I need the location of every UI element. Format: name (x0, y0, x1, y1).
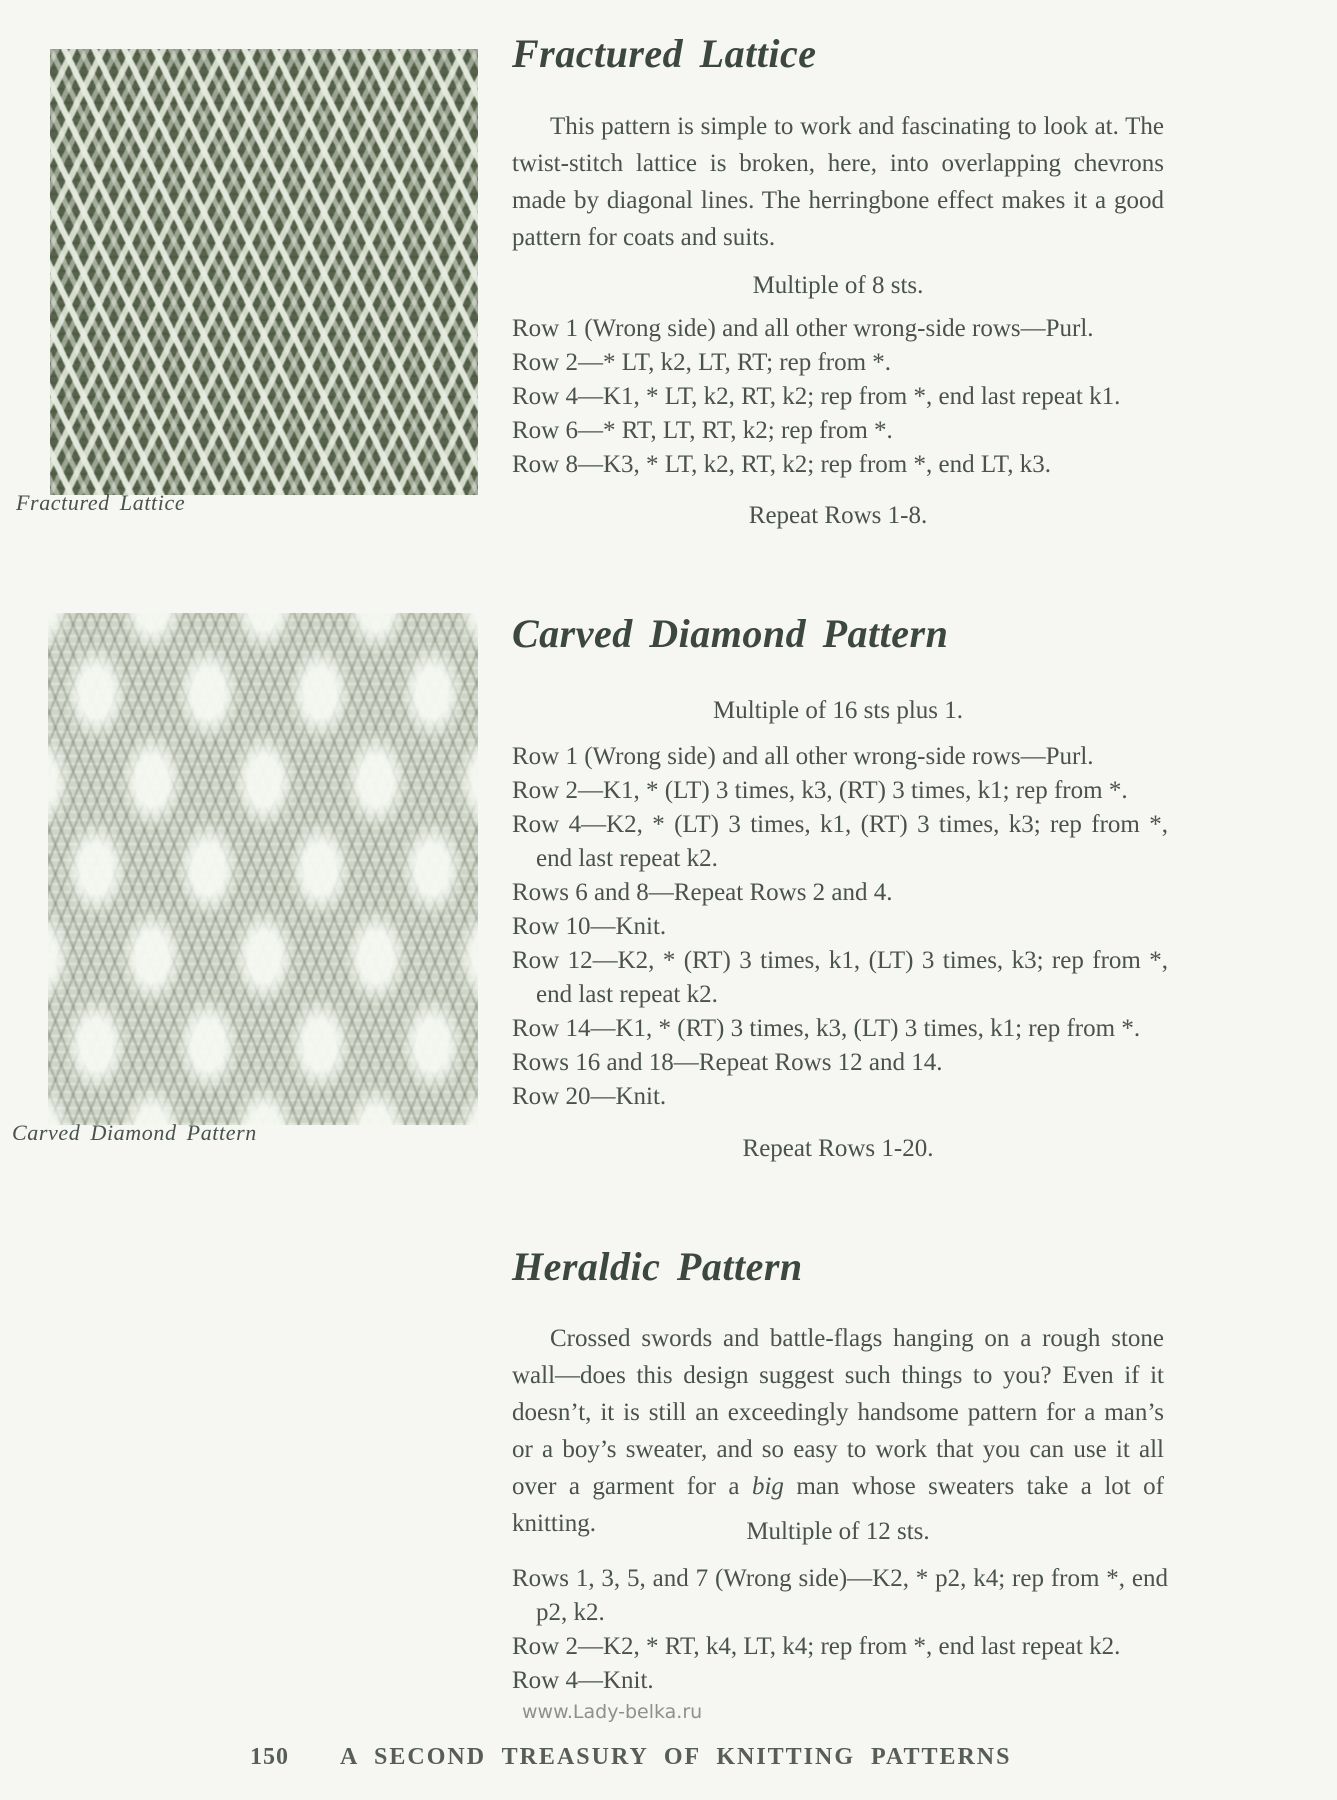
page-number: 150 (250, 1744, 289, 1770)
instruction-row: Row 4—Knit. (512, 1667, 654, 1694)
instruction-row: Rows 16 and 18—Repeat Rows 12 and 14. (512, 1049, 943, 1076)
instruction-row: Row 6—* RT, LT, RT, k2; rep from *. (512, 417, 893, 444)
instruction-row: Row 1 (Wrong side) and all other wrong-side rows—Purl. (512, 743, 1094, 770)
instruction-row: Row 1 (Wrong side) and all other wrong-side rows—Purl. (512, 315, 1094, 342)
watermark: www.Lady-belka.ru (522, 1701, 703, 1723)
photo-caption-fractured-lattice: Fractured Lattice (16, 490, 186, 515)
stitch-instructions-heraldic (512, 1562, 1168, 1698)
instruction-row: Row 10—Knit. (512, 913, 667, 940)
section-title-carved-diamond: Carved Diamond Pattern (512, 611, 949, 656)
knit-texture-diamond (48, 613, 478, 1125)
multiple-note-carved-diamond: Multiple of 16 sts plus 1. (712, 697, 963, 724)
instruction-row: Rows 6 and 8—Repeat Rows 2 and 4. (512, 879, 893, 906)
instruction-row: Row 2—* LT, k2, LT, RT; rep from *. (512, 349, 892, 376)
photo-caption-carved-diamond: Carved Diamond Pattern (12, 1120, 257, 1145)
multiple-note-heraldic: Multiple of 12 sts. (746, 1518, 930, 1545)
section-title-fractured-lattice: Fractured Lattice (512, 31, 817, 76)
book-title: A SECOND TREASURY OF KNITTING PATTERNS (340, 1744, 1012, 1770)
section-intro-fractured-lattice: This pattern is simple to work and fascinating to look at. The twist-stitch lattice is broken, here, into overlapping chevrons made by diagonal lines. The herringbone effect makes it a good pattern for coats and suits. (512, 113, 1164, 251)
intro-text-after-em: man whose sweaters take a lot of knitting. (512, 1473, 1164, 1537)
stitch-instructions-carved-diamond (512, 740, 1168, 1114)
instruction-row: Row 2—K2, * RT, k4, LT, k4; rep from *, end last repeat k2. (512, 1633, 1121, 1660)
intro-text-before-em: Crossed swords and battle-flags hanging on a rough stone wall—does this design suggest such things to you? Even if it doesn’t, it is still an exceedingly handsome pattern for a man’s or a boy’s sweater, and so easy to work that you can use it all over a garment for a (512, 1325, 1164, 1500)
instruction-row: Row 2—K1, * (LT) 3 times, k3, (RT) 3 times, k1; rep from *. (512, 777, 1128, 804)
knit-texture-herringbone (50, 49, 478, 495)
instruction-row: Row 8—K3, * LT, k2, RT, k2; rep from *, end LT, k3. (512, 451, 1051, 478)
instruction-row: Rows 1, 3, 5, and 7 (Wrong side)—K2, * p2, k4; rep from *, end p2, k2. (512, 1565, 1168, 1626)
instruction-row: Row 14—K1, * (RT) 3 times, k3, (LT) 3 times, k1; rep from *. (512, 1015, 1141, 1042)
section-title-heraldic: Heraldic Pattern (512, 1244, 803, 1289)
instruction-row: Row 20—Knit. (512, 1083, 667, 1110)
page-footer (0, 1744, 1337, 1784)
fractured-lattice-swatch-photo (50, 49, 478, 495)
instruction-row: Row 4—K2, * (LT) 3 times, k1, (RT) 3 times, k3; rep from *, end last repeat k2. (512, 811, 1168, 872)
instruction-row: Row 12—K2, * (RT) 3 times, k1, (LT) 3 times, k3; rep from *, end last repeat k2. (512, 947, 1168, 1008)
intro-emphasized-word: big (751, 1473, 784, 1500)
section-intro-heraldic (512, 1320, 1164, 1542)
repeat-note-fractured-lattice: Repeat Rows 1-8. (748, 502, 928, 529)
instruction-row: Row 4—K1, * LT, k2, RT, k2; rep from *, end last repeat k1. (512, 383, 1121, 410)
carved-diamond-swatch-photo (48, 613, 478, 1125)
stitch-instructions-fractured-lattice (512, 312, 1168, 482)
repeat-note-carved-diamond: Repeat Rows 1-20. (742, 1135, 934, 1162)
multiple-note-fractured-lattice: Multiple of 8 sts. (752, 272, 924, 299)
